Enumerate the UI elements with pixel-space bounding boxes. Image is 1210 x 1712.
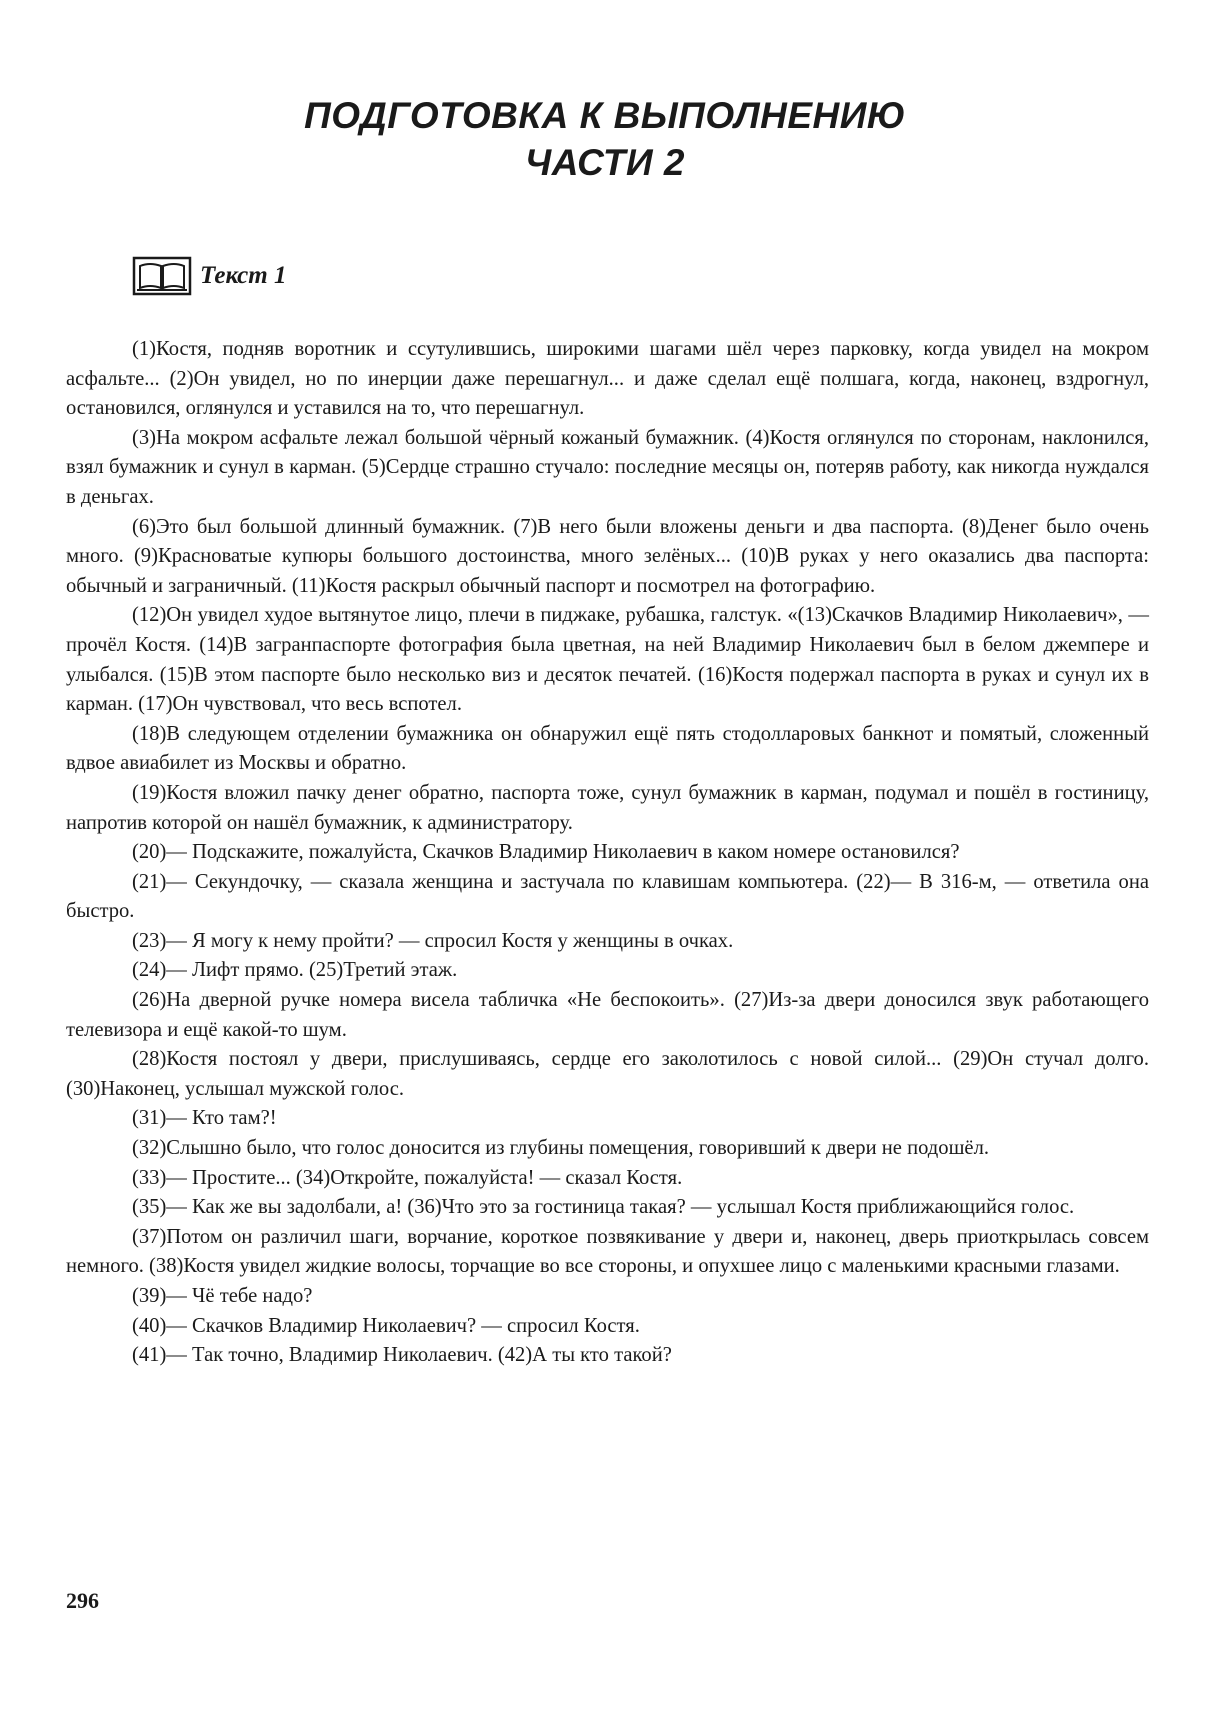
paragraph: (28)Костя постоял у двери, прислушиваясь, сердце его заколотилось с новой силой... (29)Он стучал долго. (30)Наконец, услышал мужской голос. <box>66 1048 1149 1100</box>
paragraph: (37)Потом он различил шаги, ворчание, короткое позвякивание у двери и, наконец, дверь приоткрылась совсем немного. (38)Костя увидел жидкие волосы, торчащие во все стороны, и опухшее лицо с маленькими красными глазами. <box>66 1225 1149 1278</box>
paragraph: (1)Костя, подняв воротник и ссутулившись, широкими шагами шёл через парковку, когда увидел на мокром асфальте... (2)Он увидел, но по инерции даже перешагнул... и даже сделал ещё полшага, когда, наконец, вздрогнул, остановился, оглянулся и уставился на то, что перешагнул. <box>66 338 1149 420</box>
paragraph: (18)В следующем отделении бумажника он обнаружил ещё пять стодолларовых банкнот и помятый, сложенный вдвое авиабилет из Москвы и обратно. <box>66 722 1149 775</box>
paragraph: (32)Слышно было, что голос доносится из глубины помещения, говоривший к двери не подошёл. <box>132 1137 990 1160</box>
paragraph: (3)На мокром асфальте лежал большой чёрный кожаный бумажник. (4)Костя оглянулся по сторонам, наклонился, взял бумажник и сунул в карман. (5)Сердце страшно стучало: последние месяцы он, потеряв работу, как никогда нуждался в деньгах. <box>66 426 1149 508</box>
paragraph: (35)— Как же вы задолбали, а! (36)Что это за гостиница такая? — услышал Костя приближающийся голос. <box>132 1196 1075 1219</box>
paragraph: (39)— Чё тебе надо? <box>132 1285 313 1307</box>
paragraph: (6)Это был большой длинный бумажник. (7)В него были вложены деньги и два паспорта. (8)Денег было очень много. (9)Красноватые купюры большого достоинства, много зелёных... (10)В руках у него оказались два паспорта: обычный и заграничный. (11)Костя раскрыл обычный паспорт и посмотрел на фотографию. <box>66 515 1149 597</box>
page-title-line-2: ЧАСТИ 2 <box>525 142 685 183</box>
text-body <box>66 335 1149 1371</box>
paragraph: (12)Он увидел худое вытянутое лицо, плечи в пиджаке, рубашка, галстук. «(13)Скачков Владимир Николаевич», — прочёл Костя. (14)В загранпаспорте фотография была цветная, на ней Владимир Николаевич был в белом джемпере и улыбался. (15)В этом паспорте было несколько виз и десяток печатей. (16)Костя подержал паспорта в руках и сунул их в карман. (17)Он чувствовал, что весь вспотел. <box>66 604 1149 716</box>
paragraph: (40)— Скачков Владимир Николаевич? — спросил Костя. <box>132 1314 640 1337</box>
paragraph: (26)На дверной ручке номера висела табличка «Не беспокоить». (27)Из-за двери доносился звук работающего телевизора и ещё какой-то шум. <box>66 989 1149 1041</box>
open-book-icon <box>132 256 192 296</box>
paragraph: (24)— Лифт прямо. (25)Третий этаж. <box>132 959 458 982</box>
text-header-label: Текст 1 <box>200 262 287 289</box>
paragraph: (31)— Кто там?! <box>132 1107 277 1130</box>
paragraph: (19)Костя вложил пачку денег обратно, паспорта тоже, сунул бумажник в карман, подумал и пошёл в гостиницу, напротив которой он нашёл бумажник, к администратору. <box>66 781 1149 834</box>
paragraph: (20)— Подскажите, пожалуйста, Скачков Владимир Николаевич в каком номере остановился? <box>132 841 960 864</box>
paragraph: (21)— Секундочку, — сказала женщина и застучала по клавишам компьютера. (22)— В 316-м, — ответила она быстро. <box>66 870 1149 923</box>
paragraph: (23)— Я могу к нему пройти? — спросил Костя у женщины в очках. <box>132 929 734 952</box>
page-title-line-1: ПОДГОТОВКА К ВЫПОЛНЕНИЮ <box>304 95 906 136</box>
text-header <box>132 256 286 296</box>
page-title <box>0 92 1210 186</box>
paragraph: (33)— Простите... (34)Откройте, пожалуйста! — сказал Костя. <box>132 1166 683 1189</box>
page-number: 296 <box>66 1588 99 1613</box>
paragraph: (41)— Так точно, Владимир Николаевич. (42)А ты кто такой? <box>132 1344 672 1367</box>
